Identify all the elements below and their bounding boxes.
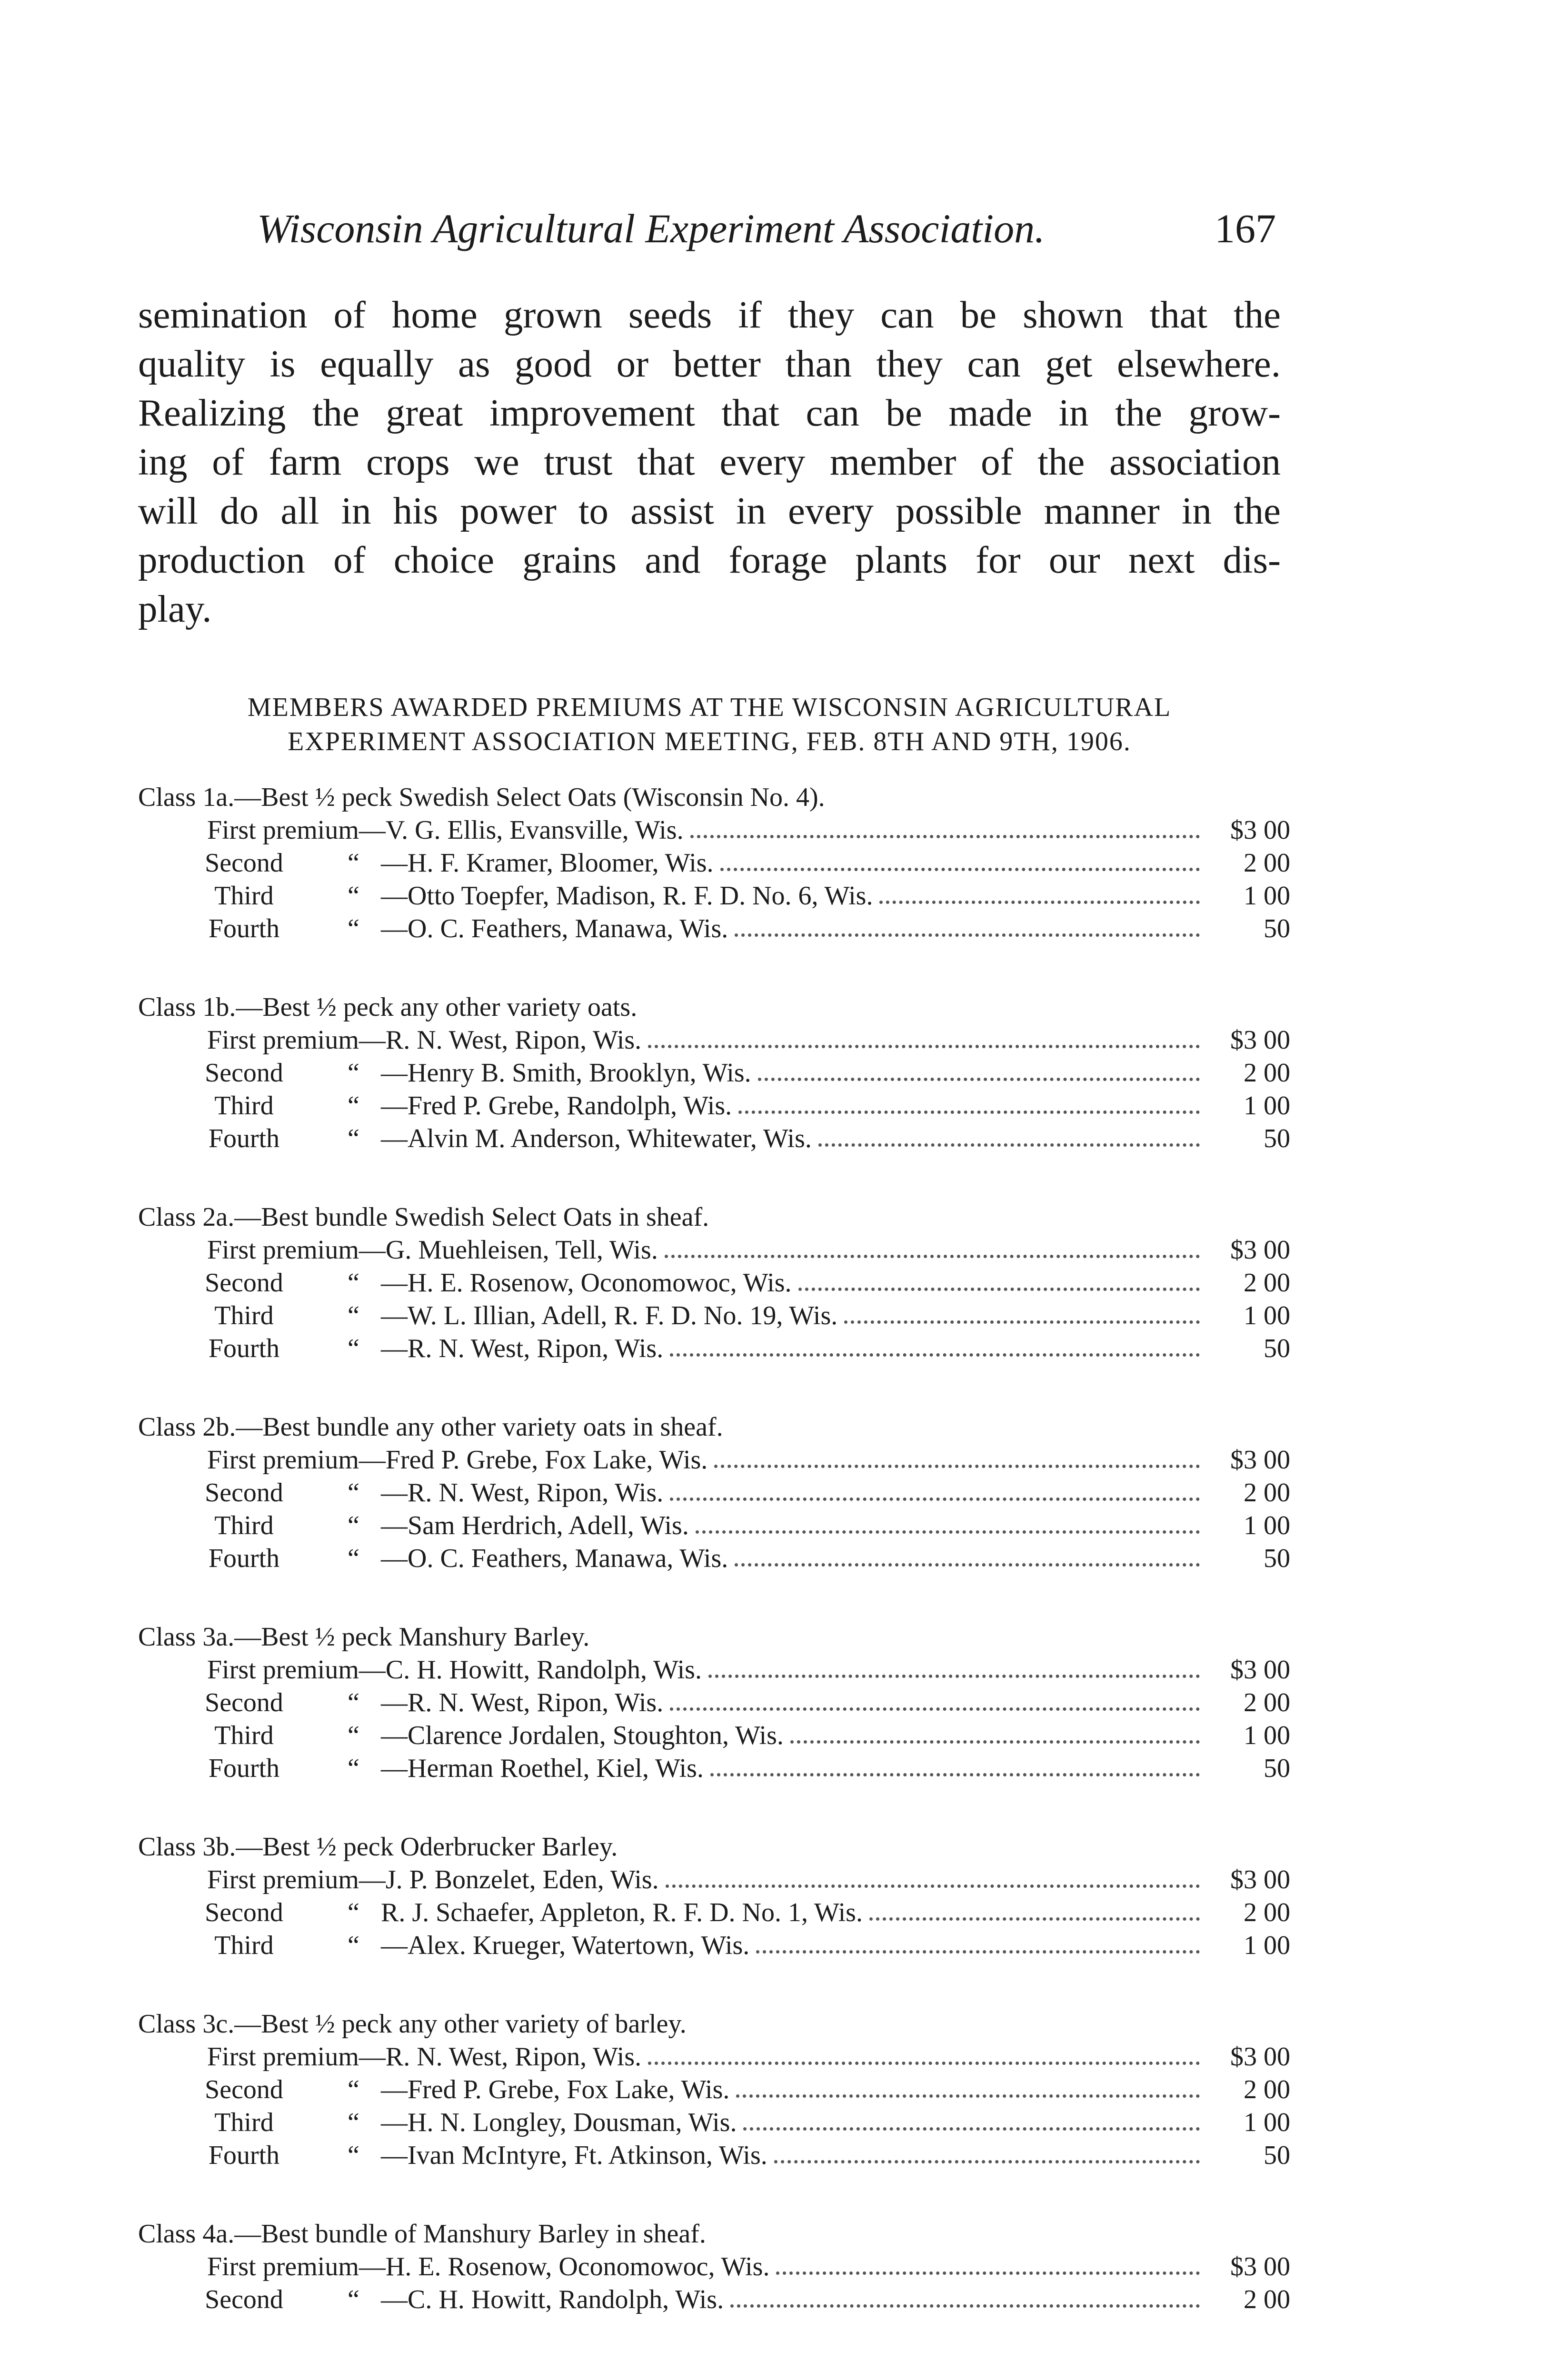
award-winner: —Herman Roethel, Kiel, Wis. <box>381 1754 704 1783</box>
award-winner: —R. N. West, Ripon, Wis. <box>381 1334 664 1363</box>
intro-line: will do all in his power to assist in every possible manner in the <box>138 489 1281 532</box>
award-row <box>138 814 1290 847</box>
award-amount: 50 <box>1264 1544 1290 1573</box>
award-place: Third <box>214 1721 274 1750</box>
dot-leader <box>735 1542 1200 1575</box>
ditto-mark: “ <box>348 881 359 911</box>
ditto-mark: “ <box>348 2108 359 2137</box>
ditto-mark: “ <box>348 1511 359 1540</box>
award-row <box>138 1509 1290 1542</box>
dot-leader <box>879 880 1200 912</box>
ditto-mark: “ <box>348 1268 359 1298</box>
award-row <box>138 912 1290 945</box>
award-place: Third <box>214 1931 274 1960</box>
class-heading: Class 3a.—Best ½ peck Manshury Barley. <box>138 1622 590 1652</box>
award-row <box>138 2041 1290 2073</box>
award-winner: —Fred P. Grebe, Fox Lake, Wis. <box>381 2075 730 2104</box>
award-place: Fourth <box>208 1334 280 1363</box>
award-amount: 50 <box>1264 914 1290 943</box>
dot-leader <box>844 1299 1200 1332</box>
award-amount: $3 00 <box>1230 1865 1290 1894</box>
class-heading: Class 4a.—Best bundle of Manshury Barley in sheaf. <box>138 2219 706 2249</box>
award-amount: $3 00 <box>1230 2042 1290 2072</box>
premium-class <box>138 2217 1290 2316</box>
class-heading: Class 1a.—Best ½ peck Swedish Select Oats (Wisconsin No. 4). <box>138 783 825 812</box>
award-amount: 2 00 <box>1244 1058 1290 1088</box>
award-place: Fourth <box>208 1754 280 1783</box>
award-amount: $3 00 <box>1230 1235 1290 1265</box>
dot-leader <box>738 1090 1200 1122</box>
award-amount: $3 00 <box>1230 1025 1290 1055</box>
award-row <box>138 1686 1290 1719</box>
award-amount: 50 <box>1264 1124 1290 1153</box>
award-amount: 50 <box>1264 2141 1290 2170</box>
class-heading: Class 2b.—Best bundle any other variety oats in sheaf. <box>138 1412 723 1442</box>
award-row <box>138 1299 1290 1332</box>
award-place: Second <box>205 1478 283 1507</box>
award-row <box>138 1654 1290 1686</box>
award-winner: —J. P. Bonzelet, Eden, Wis. <box>359 1865 659 1894</box>
dot-leader <box>696 1509 1200 1542</box>
award-amount: 2 00 <box>1244 1268 1290 1298</box>
award-row <box>138 1024 1290 1057</box>
award-winner: —R. N. West, Ripon, Wis. <box>359 2042 642 2072</box>
award-winner: —H. E. Rosenow, Oconomowoc, Wis. <box>381 1268 792 1298</box>
section-title <box>138 690 1281 759</box>
ditto-mark: “ <box>348 1898 359 1927</box>
award-place: Second <box>205 2075 283 2104</box>
dot-leader <box>720 847 1200 880</box>
award-place: First premium—R. N. West, Ripon, Wis. <box>207 2042 642 2072</box>
dot-leader <box>670 1686 1200 1719</box>
award-amount: 50 <box>1264 1334 1290 1363</box>
intro-line: Realizing the great improvement that can be made in the grow- <box>138 391 1281 434</box>
award-amount: 2 00 <box>1244 2075 1290 2104</box>
ditto-mark: “ <box>348 1721 359 1750</box>
dot-leader <box>790 1719 1200 1752</box>
award-winner: R. J. Schaefer, Appleton, R. F. D. No. 1, Wis. <box>381 1898 863 1927</box>
premium-class <box>138 1410 1290 1575</box>
award-place: Second <box>205 1058 283 1088</box>
ditto-mark: “ <box>348 848 359 878</box>
ditto-mark: “ <box>348 1124 359 1153</box>
dot-leader <box>708 1654 1200 1686</box>
award-place: First premium—V. G. Ellis, Evansville, Wis. <box>207 815 684 845</box>
intro-line: ing of farm crops we trust that every member of the association <box>138 440 1281 483</box>
award-winner: —H. F. Kramer, Bloomer, Wis. <box>381 848 714 878</box>
ditto-mark: “ <box>348 1931 359 1960</box>
dot-leader <box>648 1024 1200 1057</box>
award-amount: 1 00 <box>1244 1301 1290 1330</box>
award-winner: —H. N. Longley, Dousman, Wis. <box>381 2108 737 2137</box>
award-place: First premium—C. H. Howitt, Randolph, Wis. <box>207 1655 702 1685</box>
award-winner: —Alvin M. Anderson, Whitewater, Wis. <box>381 1124 812 1153</box>
award-place: Fourth <box>208 2141 280 2170</box>
award-amount: 1 00 <box>1244 1091 1290 1121</box>
award-amount: 1 00 <box>1244 1931 1290 1960</box>
ditto-mark: “ <box>348 1334 359 1363</box>
award-place: Second <box>205 1898 283 1927</box>
ditto-mark: “ <box>348 1544 359 1573</box>
award-row <box>138 2283 1290 2316</box>
award-row <box>138 2251 1290 2283</box>
award-row <box>138 1542 1290 1575</box>
dot-leader <box>730 2283 1200 2316</box>
ditto-mark: “ <box>348 1058 359 1088</box>
dot-leader <box>670 1332 1200 1365</box>
dot-leader <box>869 1896 1200 1929</box>
dot-leader <box>710 1752 1200 1785</box>
premium-class <box>138 781 1290 945</box>
award-winner: —Henry B. Smith, Brooklyn, Wis. <box>381 1058 751 1088</box>
award-amount: 1 00 <box>1244 881 1290 911</box>
award-winner: —G. Muehleisen, Tell, Wis. <box>359 1235 658 1265</box>
award-row <box>138 1332 1290 1365</box>
award-amount: 2 00 <box>1244 1478 1290 1507</box>
award-amount: 1 00 <box>1244 1511 1290 1540</box>
dot-leader <box>758 1057 1200 1090</box>
page-number: 167 <box>1215 206 1276 251</box>
class-heading: Class 2a.—Best bundle Swedish Select Oats in sheaf. <box>138 1202 709 1232</box>
dot-leader <box>756 1929 1200 1962</box>
ditto-mark: “ <box>348 1301 359 1330</box>
award-winner: —Otto Toepfer, Madison, R. F. D. No. 6, Wis. <box>381 881 873 911</box>
award-place: Third <box>214 1091 274 1121</box>
award-amount: $3 00 <box>1230 1445 1290 1475</box>
dot-leader <box>736 2073 1200 2106</box>
ditto-mark: “ <box>348 2075 359 2104</box>
dot-leader <box>735 912 1200 945</box>
award-amount: $3 00 <box>1230 2252 1290 2281</box>
award-row <box>138 1267 1290 1299</box>
award-amount: 1 00 <box>1244 1721 1290 1750</box>
award-winner: —C. H. Howitt, Randolph, Wis. <box>381 2285 724 2314</box>
award-place: Third <box>214 2108 274 2137</box>
intro-line: production of choice grains and forage plants for our next dis- <box>138 538 1281 581</box>
award-winner: —Sam Herdrich, Adell, Wis. <box>381 1511 689 1540</box>
award-row <box>138 1719 1290 1752</box>
ditto-mark: “ <box>348 1754 359 1783</box>
award-place: Third <box>214 1301 274 1330</box>
award-amount: 2 00 <box>1244 848 1290 878</box>
award-winner: —C. H. Howitt, Randolph, Wis. <box>359 1655 702 1685</box>
section-title-line: MEMBERS AWARDED PREMIUMS AT THE WISCONSIN AGRICULTURAL <box>247 693 1172 722</box>
award-place: Second <box>205 1688 283 1717</box>
award-row <box>138 2139 1290 2172</box>
award-place: Fourth <box>208 1124 280 1153</box>
award-place: Fourth <box>208 1544 280 1573</box>
award-row <box>138 1929 1290 1962</box>
award-winner: —H. E. Rosenow, Oconomowoc, Wis. <box>359 2252 770 2281</box>
dot-leader <box>818 1122 1200 1155</box>
award-row <box>138 1057 1290 1090</box>
dot-leader <box>690 814 1200 847</box>
dot-leader <box>648 2041 1200 2073</box>
dot-leader <box>743 2106 1200 2139</box>
award-place: First premium—J. P. Bonzelet, Eden, Wis. <box>207 1865 659 1894</box>
award-winner: —Ivan McIntyre, Ft. Atkinson, Wis. <box>381 2141 767 2170</box>
premium-class <box>138 2007 1290 2172</box>
running-header <box>257 205 1276 262</box>
award-place: Second <box>205 1268 283 1298</box>
award-row <box>138 2073 1290 2106</box>
award-place: First premium—H. E. Rosenow, Oconomowoc, Wis. <box>207 2252 770 2281</box>
award-row <box>138 1752 1290 1785</box>
award-amount: $3 00 <box>1230 1655 1290 1685</box>
ditto-mark: “ <box>348 1688 359 1717</box>
running-title: Wisconsin Agricultural Experiment Association. <box>257 206 1045 251</box>
award-amount: $3 00 <box>1230 815 1290 845</box>
award-winner: —O. C. Feathers, Manawa, Wis. <box>381 1544 728 1573</box>
intro-line: play. <box>138 587 212 630</box>
ditto-mark: “ <box>348 2141 359 2170</box>
award-amount: 2 00 <box>1244 1688 1290 1717</box>
class-heading: Class 3b.—Best ½ peck Oderbrucker Barley. <box>138 1832 618 1862</box>
premium-class <box>138 1200 1290 1365</box>
award-winner: —R. N. West, Ripon, Wis. <box>381 1478 664 1507</box>
award-row <box>138 1234 1290 1267</box>
award-place: Fourth <box>208 914 280 943</box>
award-place: Second <box>205 848 283 878</box>
award-row <box>138 2106 1290 2139</box>
award-amount: 50 <box>1264 1754 1290 1783</box>
award-row <box>138 1444 1290 1477</box>
award-amount: 2 00 <box>1244 2285 1290 2314</box>
award-row <box>138 1090 1290 1122</box>
ditto-mark: “ <box>348 1091 359 1121</box>
award-winner: —Fred P. Grebe, Randolph, Wis. <box>381 1091 732 1121</box>
award-row <box>138 1864 1290 1896</box>
award-amount: 2 00 <box>1244 1898 1290 1927</box>
award-place: First premium—Fred P. Grebe, Fox Lake, Wis. <box>207 1445 708 1475</box>
dot-leader <box>776 2251 1200 2283</box>
dot-leader <box>798 1267 1200 1299</box>
award-winner: —R. N. West, Ripon, Wis. <box>381 1688 664 1717</box>
dot-leader <box>670 1477 1200 1509</box>
dot-leader <box>714 1444 1200 1477</box>
intro-line: quality is equally as good or better than they can get elsewhere. <box>138 342 1281 385</box>
award-row <box>138 1896 1290 1929</box>
intro-line: semination of home grown seeds if they can be shown that the <box>138 293 1281 336</box>
award-winner: —Clarence Jordalen, Stoughton, Wis. <box>381 1721 784 1750</box>
dot-leader <box>665 1234 1200 1267</box>
award-place: First premium—G. Muehleisen, Tell, Wis. <box>207 1235 658 1265</box>
award-place: First premium—R. N. West, Ripon, Wis. <box>207 1025 642 1055</box>
award-place: Third <box>214 881 274 911</box>
class-heading: Class 3c.—Best ½ peck any other variety of barley. <box>138 2009 687 2039</box>
award-place: Third <box>214 1511 274 1540</box>
award-amount: 1 00 <box>1244 2108 1290 2137</box>
award-winner: —O. C. Feathers, Manawa, Wis. <box>381 914 728 943</box>
award-winner: —V. G. Ellis, Evansville, Wis. <box>359 815 684 845</box>
premium-class <box>138 1620 1290 1785</box>
award-row <box>138 847 1290 880</box>
award-winner: —Alex. Krueger, Watertown, Wis. <box>381 1931 750 1960</box>
award-row <box>138 1477 1290 1509</box>
award-winner: —W. L. Illian, Adell, R. F. D. No. 19, Wis. <box>381 1301 838 1330</box>
section-title-line: EXPERIMENT ASSOCIATION MEETING, FEB. 8TH AND 9TH, 1906. <box>288 727 1131 756</box>
ditto-mark: “ <box>348 2285 359 2314</box>
intro-paragraph <box>138 290 1281 634</box>
premium-class <box>138 991 1290 1155</box>
premium-list <box>138 781 1290 2361</box>
award-place: Second <box>205 2285 283 2314</box>
award-winner: —Fred P. Grebe, Fox Lake, Wis. <box>359 1445 708 1475</box>
ditto-mark: “ <box>348 914 359 943</box>
award-row <box>138 1122 1290 1155</box>
dot-leader <box>666 1864 1200 1896</box>
ditto-mark: “ <box>348 1478 359 1507</box>
award-row <box>138 880 1290 912</box>
dot-leader <box>774 2139 1200 2172</box>
class-heading: Class 1b.—Best ½ peck any other variety oats. <box>138 992 638 1022</box>
award-winner: —R. N. West, Ripon, Wis. <box>359 1025 642 1055</box>
premium-class <box>138 1830 1290 1962</box>
